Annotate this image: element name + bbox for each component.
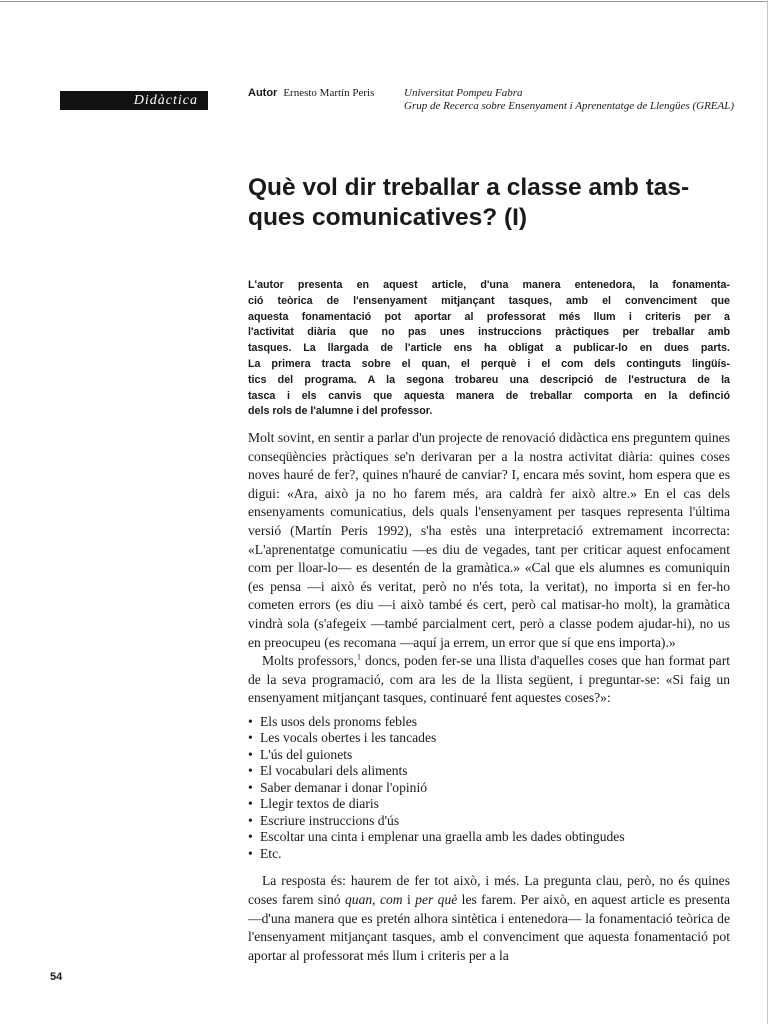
abstract-line: l'activitat diària que no pas unes instruccions pràctiques per treballar amb: [248, 326, 730, 339]
list-item-text: Els usos dels pronoms febles: [260, 713, 418, 729]
abstract-line: tasques. La llargada de l'article ens ha obligat a publicar-lo en dues parts.: [248, 342, 730, 355]
paragraph-text: ,: [372, 892, 380, 907]
body-paragraph: [248, 872, 730, 965]
paragraph-text: doncs, poden fer-se una llista d'aquelles coses que han format part de la seva programació, com ara les de la llista següent, i preguntar-se: «Si faig un ensenyament mitjançant tasques, continuaré fent aquestes coses?»:: [248, 653, 730, 706]
abstract: [248, 278, 730, 420]
bullet-icon: •: [248, 812, 253, 828]
abstract-line: La primera tracta sobre el quan, el perquè i el com dels continguts lingüís-: [248, 357, 730, 370]
bullet-icon: •: [248, 829, 253, 845]
list-item: [248, 780, 730, 797]
list-item-text: Les vocals obertes i les tancades: [260, 730, 437, 746]
bullet-icon: •: [248, 730, 253, 746]
bullet-icon: •: [248, 713, 253, 729]
paragraph-text: i: [402, 892, 416, 907]
emphasis-text: quan: [344, 892, 373, 907]
topic-list: [248, 714, 730, 863]
paragraph-text: les farem. Per això, en aquest article es presenta —d'una manera que es pretén alhora sintètica i entenedora— la fonamentació teòrica de l'ensenyament mitjançant tasques, amb el convenciment que aquesta fonamentació pot aportar al professorat més llum i criteris per a la: [248, 892, 731, 963]
list-item: [248, 730, 730, 747]
bullet-icon: •: [248, 779, 253, 795]
list-item-text: Saber demanar i donar l'opinió: [260, 779, 428, 795]
list-item-text: L'ús del guionets: [260, 746, 353, 762]
author-label: Autor: [248, 87, 278, 99]
article-body: [248, 429, 730, 965]
top-rule: [0, 1, 768, 2]
list-item: [248, 763, 730, 780]
title-line: Què vol dir treballar a classe amb tas-: [248, 174, 690, 201]
abstract-line: L'autor presenta en aquest article, d'una manera entenedora, la fonamenta-: [248, 279, 730, 291]
bullet-icon: •: [248, 845, 253, 861]
title-line: ques comunicatives? (I): [248, 204, 528, 231]
body-paragraph: [248, 652, 730, 708]
emphasis-text: com: [379, 892, 403, 907]
list-item-text: Llegir textos de diaris: [260, 796, 379, 812]
list-item-text: Escriure instruccions d'ús: [260, 812, 400, 828]
paragraph-text: Molts professors,: [262, 653, 358, 669]
list-item-text: Escoltar una cinta i emplenar una graella amb les dades obtingudes: [260, 829, 625, 845]
body-paragraph: Molt sovint, en sentir a parlar d'un projecte de renovació didàctica ens preguntem quines conseqüències pràctiques se'n derivaran per a la nostra activitat diària: quines coses noves hauré de fer?, quines n'hauré de canviar? I, encara més sovint, hom espera que es digui: «Ara, això ja no ho farem més, ara caldrà fer això altre.» En el cas dels ensenyaments comunicatius, dels quals l'ensenyament per tasques representa l'última versió (Martín Peris 1992), s'ha estès una interpretació extremament incorrecta: «L'aprenentatge comunicatiu —es diu de vegades, tant per criticar aquest enfocament com per lloar-lo— es desentén de la gramàtica.» «Cal que els alumnes es comuniquin (es pensa —i això és veritat, però no n'és tota, la veritat), no importa si en fer-ho cometen errors (es diu —i això també és cert, però cal matisar-ho molt), la gramàtica vindrà sola (s'afegeix —també parcialment cert, però a classe podem ajudar-hi), no us en preocupeu (es recomana —aquí ja errem, un error que sí que ens importa).»: [248, 430, 730, 650]
list-item-text: El vocabulari dels aliments: [260, 763, 408, 779]
list-item: [248, 829, 730, 846]
paragraph-text: La resposta és: haurem de fer tot això, i més. La pregunta clau, però, no és quines coses farem sinó: [248, 873, 730, 907]
author-affiliation: [404, 87, 744, 113]
abstract-line: ció teòrica de l'ensenyament mitjançant tasques, amb el convenciment que: [248, 294, 730, 307]
affiliation-line: Universitat Pompeu Fabra: [404, 87, 523, 99]
bullet-icon: •: [248, 746, 253, 762]
bullet-icon: •: [248, 796, 253, 812]
article-title: [248, 173, 738, 233]
bullet-icon: •: [248, 763, 253, 779]
page-number: 54: [50, 971, 63, 983]
list-item: [248, 747, 730, 764]
abstract-line: dels rols de l'alumne i del professor.: [248, 405, 433, 418]
affiliation-line: Grup de Recerca sobre Ensenyament i Aprenentatge de Llengües (GREAL): [404, 100, 735, 112]
list-item: [248, 714, 730, 731]
emphasis-text: per què: [415, 892, 458, 907]
list-item: [248, 813, 730, 830]
author-name: Ernesto Martín Peris: [283, 87, 375, 99]
abstract-line: aquesta fonamentació pot aportar al professorat més llum i criteris per a: [248, 310, 730, 323]
abstract-line: tics del programa. A la segona trobareu una descripció de l'estructura de la: [248, 373, 730, 386]
abstract-line: tasca i els canvis que aquesta manera de treballar comporta en la definció: [248, 389, 730, 402]
list-item: [248, 796, 730, 813]
list-item-text: Etc.: [260, 845, 282, 861]
list-item: [248, 846, 730, 863]
author-block: [248, 87, 374, 100]
footnote-marker: 1: [357, 652, 362, 662]
section-tag: Didàctica: [60, 91, 208, 110]
